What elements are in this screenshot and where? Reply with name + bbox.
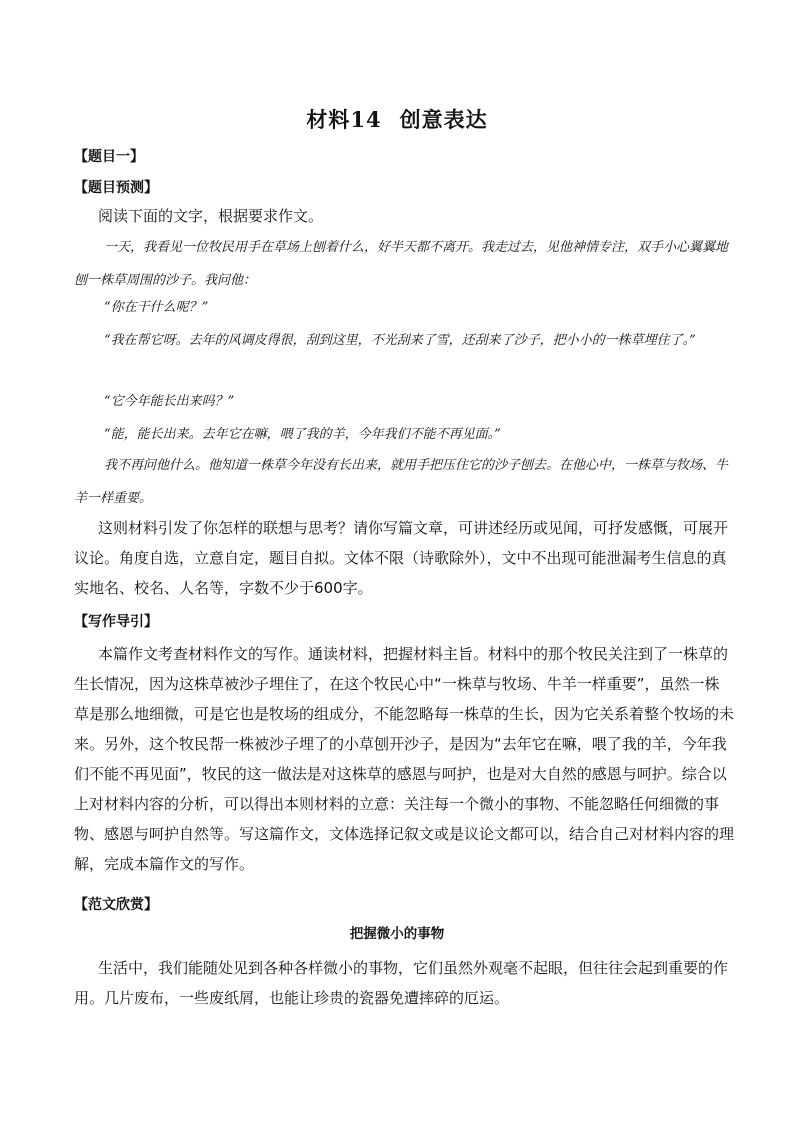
guide-text: 本篇作文考查材料作文的写作。通读材料，把握材料主旨。材料中的那个牧民关注到了一株草的生长情况，因为这株草被沙子埋住了，在这个牧民心中“一株草与牧场、牛羊一样重要”，虽然一株草是那么地细微，可是它也是牧场的组成分，不能忽略每一株草的生长，因为它关系着整个牧场的未来。另外，这个牧民帮一株被沙子埋了的小草刨开沙子，是因为“去年它在嘛，喂了我的羊，今年我们不能不再见面”，牧民的这一做法是对这株草的感恩与呵护，也是对大自然的感恩与呵护。综合以上对材料内容的分析，可以得出本则材料的立意：关注每一个微小的事物、不能忽略任何细微的事物、感恩与呵护自然等。写这篇作文，文体选择记叙文或是议论文都可以，结合自己对材料内容的理解，完成本篇作文的写作。	[74, 645, 735, 873]
title-topic: 创意表达	[399, 107, 488, 132]
section-heading-sample: 【范文欣赏】	[74, 897, 158, 913]
page-title	[0, 104, 794, 134]
story-paragraph-1: 一天，我看见一位牧民用手在草场上刨着什么，好半天都不离开。我走过去，见他神情专注，双手小心翼翼地刨一株草周围的沙子。我问他：	[74, 240, 729, 288]
story-paragraph-3: “我在帮它呀。去年的风调皮得很，刮到这里，不光刮来了雪，还刮来了沙子，把小小的一株草埋住了。”	[104, 333, 696, 348]
section-heading-predict: 【题目预测】	[74, 180, 158, 196]
instruction-text: 阅读下面的文字，根据要求作文。	[98, 207, 324, 225]
story-paragraph-4: “它今年能长出来吗？”	[104, 394, 235, 409]
essay-paragraph-1: 生活中，我们能随处见到各种各样微小的事物，它们虽然外观毫不起眼，但往往会起到重要的作用。几片废布，一些废纸屑，也能让珍贵的瓷器免遭摔碎的厄运。	[74, 959, 729, 1007]
story-paragraph-6: 我不再问他什么。他知道一株草今年没有长出来，就用手把压住它的沙子刨去。在他心中，一株草与牧场、牛羊一样重要。	[74, 458, 729, 506]
requirement-text: 这则材料引发了你怎样的联想与思考？请你写篇文章，可讲述经历或见闻，可抒发感慨，可展开议论。角度自选，立意自定，题目自拟。文体不限（诗歌除外），文中不出现可能泄漏考生信息的真实地名、校名、人名等，字数不少于600字。	[74, 519, 729, 597]
section-heading-q1: 【题目一】	[74, 149, 144, 165]
title-number: 材料14	[306, 107, 382, 132]
story-paragraph-2: “你在干什么呢？”	[104, 300, 209, 315]
essay-title: 把握微小的事物	[349, 926, 445, 942]
story-paragraph-5: “能，能长出来。去年它在嘛，喂了我的羊，今年我们不能不再见面。”	[104, 427, 501, 442]
section-heading-guide: 【写作导引】	[74, 614, 158, 630]
